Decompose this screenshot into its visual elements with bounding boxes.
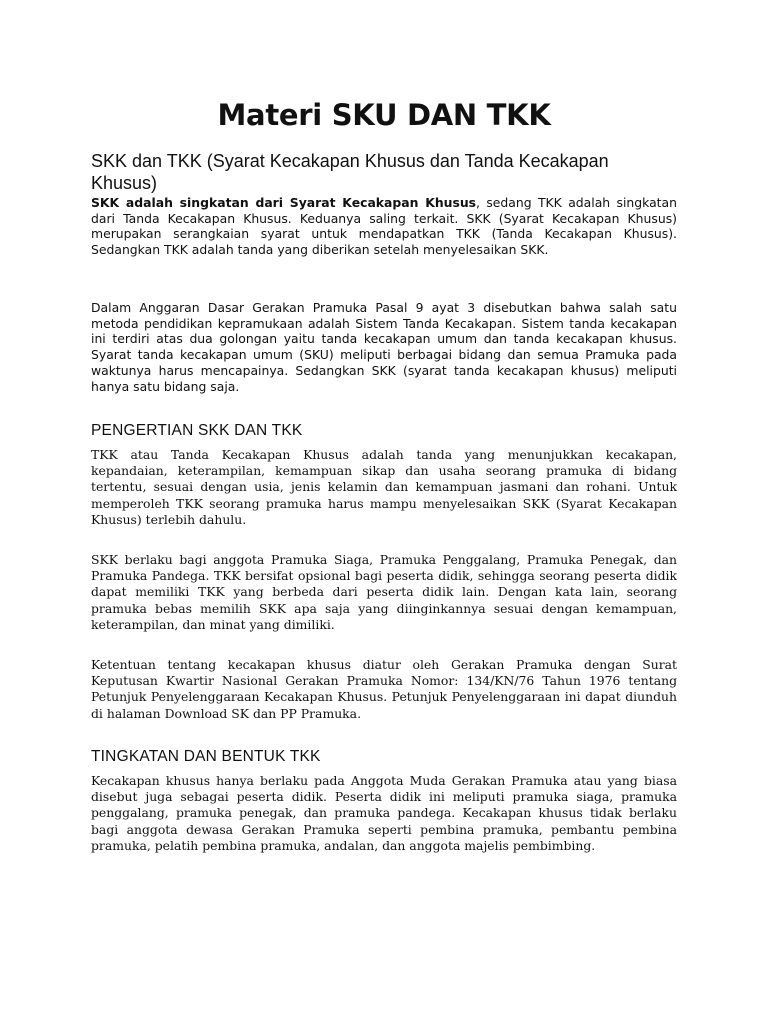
paragraph-kecakapan-khusus: Kecakapan khusus hanya berlaku pada Anggota Muda Gerakan Pramuka atau yang biasa disebut juga sebagai peserta didik. Peserta didik ini meliputi pramuka siaga, pramuka penggalang, pramuka penegak, dan pramuka pandega. Kecakapan khusus tidak berlaku bagi anggota dewasa Gerakan Pramuka seperti pembina pramuka, pembantu pembina pramuka, pelatih pembina pramuka, andalan, dan anggota majelis pembimbing.	[91, 773, 677, 853]
section-heading-pengertian: PENGERTIAN SKK DAN TKK	[91, 422, 303, 439]
section-heading-tingkatan: TINGKATAN DAN BENTUK TKK	[91, 748, 321, 765]
section-heading-skk-tkk: SKK dan TKK (Syarat Kecakapan Khusus dan Tanda Kecakapan Khusus)	[91, 151, 609, 193]
paragraph-skk-definition	[91, 195, 677, 258]
paragraph-tkk-definition: TKK atau Tanda Kecakapan Khusus adalah tanda yang menunjukkan kecakapan, kepandaian, keterampilan, kemampuan sikap dan usaha seorang pramuka di bidang tertentu, sesuai dengan usia, jenis kelamin dan kemampuan jasmani dan rohani. Untuk memperoleh TKK seorang pramuka harus mampu menyelesaikan SKK (Syarat Kecakapan Khusus) terlebih dahulu.	[91, 447, 677, 527]
paragraph-ketentuan: Ketentuan tentang kecakapan khusus diatur oleh Gerakan Pramuka dengan Surat Keputusan Kwartir Nasional Gerakan Pramuka Nomor: 134/KN/76 Tahun 1976 tentang Petunjuk Penyelenggaraan Kecakapan Khusus. Petunjuk Penyelenggaraan ini dapat diunduh di halaman Download SK dan PP Pramuka.	[91, 657, 677, 721]
paragraph-body: , sedang TKK adalah singkatan dari Tanda Kecakapan Khusus. Keduanya saling terkait. SKK (Syarat Kecakapan Khusus) merupakan serangkaian syarat untuk mendapatkan TKK (Tanda Kecakapan Khusus). Sedangkan TKK adalah tanda yang diberikan setelah menyelesaikan SKK.	[91, 195, 677, 258]
paragraph-lead-bold: SKK adalah singkatan dari Syarat Kecakapan Khusus	[91, 195, 477, 210]
document-title: Materi SKU DAN TKK	[217, 98, 551, 132]
paragraph-skk-berlaku: SKK berlaku bagi anggota Pramuka Siaga, Pramuka Penggalang, Pramuka Penegak, dan Pramuka Pandega. TKK bersifat opsional bagi peserta didik, sehingga seorang peserta didik dapat memiliki TKK yang berbeda dari peserta didik lain. Dengan kata lain, seorang pramuka bebas memilih SKK apa saja yang diinginkannya sesuai dengan kemampuan, keterampilan, dan minat yang dimiliki.	[91, 552, 677, 632]
paragraph-anggaran-dasar: Dalam Anggaran Dasar Gerakan Pramuka Pasal 9 ayat 3 disebutkan bahwa salah satu metoda pendidikan kepramukaan adalah Sistem Tanda Kecakapan. Sistem tanda kecakapan ini terdiri atas dua golongan yaitu tanda kecakapan umum dan tanda kecakapan khusus. Syarat tanda kecakapan umum (SKU) meliputi berbagai bidang dan semua Pramuka pada waktunya harus mencapainya. Sedangkan SKK (syarat tanda kecakapan khusus) meliputi hanya satu bidang saja.	[91, 300, 677, 394]
